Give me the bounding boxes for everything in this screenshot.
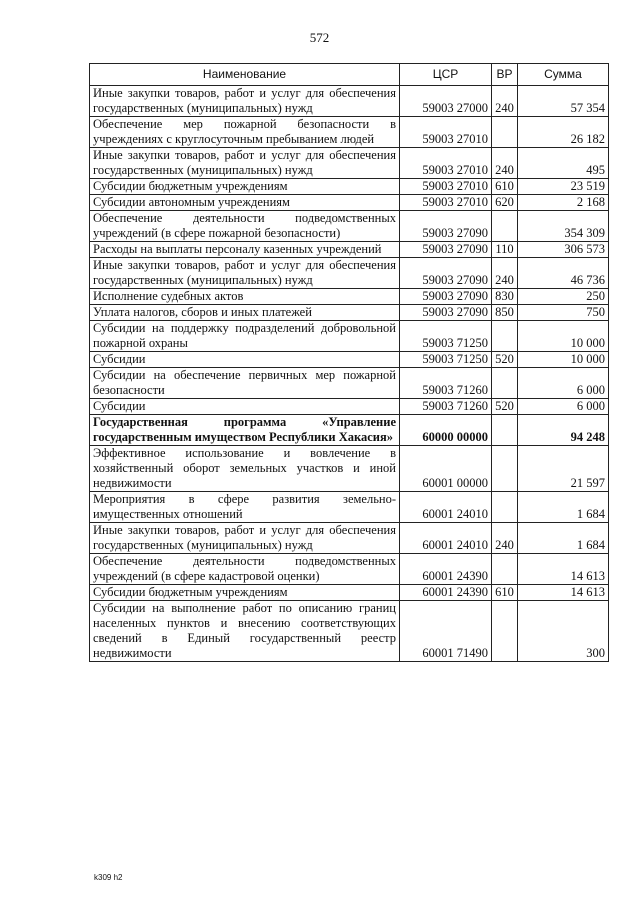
page-number: 572 xyxy=(309,30,330,45)
cell-csr: 59003 27090 xyxy=(400,258,492,289)
cell-vr xyxy=(492,492,518,523)
cell-sum: 750 xyxy=(518,305,609,321)
cell-csr: 59003 27010 xyxy=(400,148,492,179)
cell-name: Эффективное использование и вовлечение в хозяйственный оборот земельных участков и иной недвижимости xyxy=(90,446,400,492)
table-row xyxy=(90,492,609,523)
table-row xyxy=(90,585,609,601)
cell-vr xyxy=(492,601,518,662)
table-row xyxy=(90,368,609,399)
cell-name: Исполнение судебных актов xyxy=(90,289,400,305)
cell-name: Субсидии на выполнение работ по описанию границ населенных пунктов и внесению соответствующих сведений в Единый государственный реестр недвижимости xyxy=(90,601,400,662)
cell-vr: 610 xyxy=(492,585,518,601)
cell-name: Уплата налогов, сборов и иных платежей xyxy=(90,305,400,321)
cell-sum: 6 000 xyxy=(518,368,609,399)
cell-sum: 354 309 xyxy=(518,211,609,242)
cell-csr: 59003 27000 xyxy=(400,86,492,117)
header-name: Наименование xyxy=(90,64,400,86)
cell-vr: 110 xyxy=(492,242,518,258)
cell-name: Государственная программа «Управление государственным имуществом Республики Хакасия» xyxy=(90,415,400,446)
footer-code: k309 h2 xyxy=(94,873,123,882)
header-vr: ВР xyxy=(492,64,518,86)
cell-csr: 59003 71250 xyxy=(400,352,492,368)
cell-vr xyxy=(492,554,518,585)
table-row xyxy=(90,352,609,368)
table-row xyxy=(90,211,609,242)
cell-csr: 59003 27010 xyxy=(400,195,492,211)
cell-csr: 60000 00000 xyxy=(400,415,492,446)
cell-vr: 240 xyxy=(492,148,518,179)
cell-name: Субсидии на обеспечение первичных мер пожарной безопасности xyxy=(90,368,400,399)
cell-sum: 10 000 xyxy=(518,321,609,352)
cell-vr: 240 xyxy=(492,523,518,554)
cell-vr xyxy=(492,321,518,352)
cell-name: Обеспечение деятельности подведомственных учреждений (в сфере кадастровой оценки) xyxy=(90,554,400,585)
cell-vr: 240 xyxy=(492,86,518,117)
cell-name: Субсидии бюджетным учреждениям xyxy=(90,585,400,601)
cell-sum: 94 248 xyxy=(518,415,609,446)
table-row xyxy=(90,289,609,305)
cell-name: Обеспечение мер пожарной безопасности в учреждениях с круглосуточным пребыванием людей xyxy=(90,117,400,148)
cell-csr: 59003 27090 xyxy=(400,305,492,321)
table-row xyxy=(90,399,609,415)
cell-vr xyxy=(492,117,518,148)
cell-csr: 59003 71260 xyxy=(400,399,492,415)
cell-vr xyxy=(492,368,518,399)
table-row xyxy=(90,117,609,148)
cell-csr: 59003 27090 xyxy=(400,289,492,305)
cell-csr: 59003 27090 xyxy=(400,242,492,258)
cell-sum: 57 354 xyxy=(518,86,609,117)
cell-vr xyxy=(492,211,518,242)
table-row xyxy=(90,195,609,211)
cell-vr: 520 xyxy=(492,399,518,415)
cell-sum: 495 xyxy=(518,148,609,179)
table-row xyxy=(90,523,609,554)
table-body xyxy=(90,86,609,662)
cell-sum: 23 519 xyxy=(518,179,609,195)
cell-csr: 60001 24390 xyxy=(400,554,492,585)
cell-sum: 1 684 xyxy=(518,523,609,554)
table-row xyxy=(90,148,609,179)
table-row xyxy=(90,415,609,446)
cell-csr: 60001 00000 xyxy=(400,446,492,492)
budget-table xyxy=(89,63,609,662)
cell-sum: 300 xyxy=(518,601,609,662)
cell-name: Обеспечение деятельности подведомственных учреждений (в сфере пожарной безопасности) xyxy=(90,211,400,242)
cell-csr: 59003 27090 xyxy=(400,211,492,242)
cell-name: Расходы на выплаты персоналу казенных учреждений xyxy=(90,242,400,258)
cell-vr: 610 xyxy=(492,179,518,195)
cell-sum: 14 613 xyxy=(518,585,609,601)
cell-name: Субсидии xyxy=(90,352,400,368)
cell-name: Субсидии автономным учреждениям xyxy=(90,195,400,211)
table-header-row xyxy=(90,64,609,86)
cell-vr xyxy=(492,415,518,446)
cell-csr: 59003 71250 xyxy=(400,321,492,352)
cell-sum: 306 573 xyxy=(518,242,609,258)
cell-sum: 26 182 xyxy=(518,117,609,148)
cell-vr: 850 xyxy=(492,305,518,321)
cell-sum: 2 168 xyxy=(518,195,609,211)
cell-vr xyxy=(492,446,518,492)
cell-sum: 6 000 xyxy=(518,399,609,415)
cell-name: Субсидии бюджетным учреждениям xyxy=(90,179,400,195)
cell-sum: 1 684 xyxy=(518,492,609,523)
cell-vr: 240 xyxy=(492,258,518,289)
cell-sum: 21 597 xyxy=(518,446,609,492)
cell-csr: 59003 71260 xyxy=(400,368,492,399)
cell-csr: 59003 27010 xyxy=(400,117,492,148)
table-row xyxy=(90,305,609,321)
cell-sum: 10 000 xyxy=(518,352,609,368)
table-row xyxy=(90,321,609,352)
cell-name: Иные закупки товаров, работ и услуг для обеспечения государственных (муниципальных) нужд xyxy=(90,86,400,117)
cell-sum: 250 xyxy=(518,289,609,305)
cell-vr: 620 xyxy=(492,195,518,211)
table-row xyxy=(90,601,609,662)
cell-name: Субсидии xyxy=(90,399,400,415)
table-row xyxy=(90,179,609,195)
table-row xyxy=(90,554,609,585)
cell-vr: 520 xyxy=(492,352,518,368)
cell-name: Мероприятия в сфере развития земельно-имущественных отношений xyxy=(90,492,400,523)
header-csr: ЦСР xyxy=(400,64,492,86)
table-row xyxy=(90,242,609,258)
cell-vr: 830 xyxy=(492,289,518,305)
cell-csr: 59003 27010 xyxy=(400,179,492,195)
cell-sum: 46 736 xyxy=(518,258,609,289)
header-sum: Сумма xyxy=(518,64,609,86)
table-row xyxy=(90,258,609,289)
cell-name: Иные закупки товаров, работ и услуг для обеспечения государственных (муниципальных) нужд xyxy=(90,523,400,554)
cell-name: Субсидии на поддержку подразделений добровольной пожарной охраны xyxy=(90,321,400,352)
cell-csr: 60001 24010 xyxy=(400,492,492,523)
cell-csr: 60001 24010 xyxy=(400,523,492,554)
cell-name: Иные закупки товаров, работ и услуг для обеспечения государственных (муниципальных) нужд xyxy=(90,148,400,179)
table-row xyxy=(90,86,609,117)
cell-sum: 14 613 xyxy=(518,554,609,585)
cell-name: Иные закупки товаров, работ и услуг для обеспечения государственных (муниципальных) нужд xyxy=(90,258,400,289)
cell-csr: 60001 71490 xyxy=(400,601,492,662)
table-row xyxy=(90,446,609,492)
cell-csr: 60001 24390 xyxy=(400,585,492,601)
